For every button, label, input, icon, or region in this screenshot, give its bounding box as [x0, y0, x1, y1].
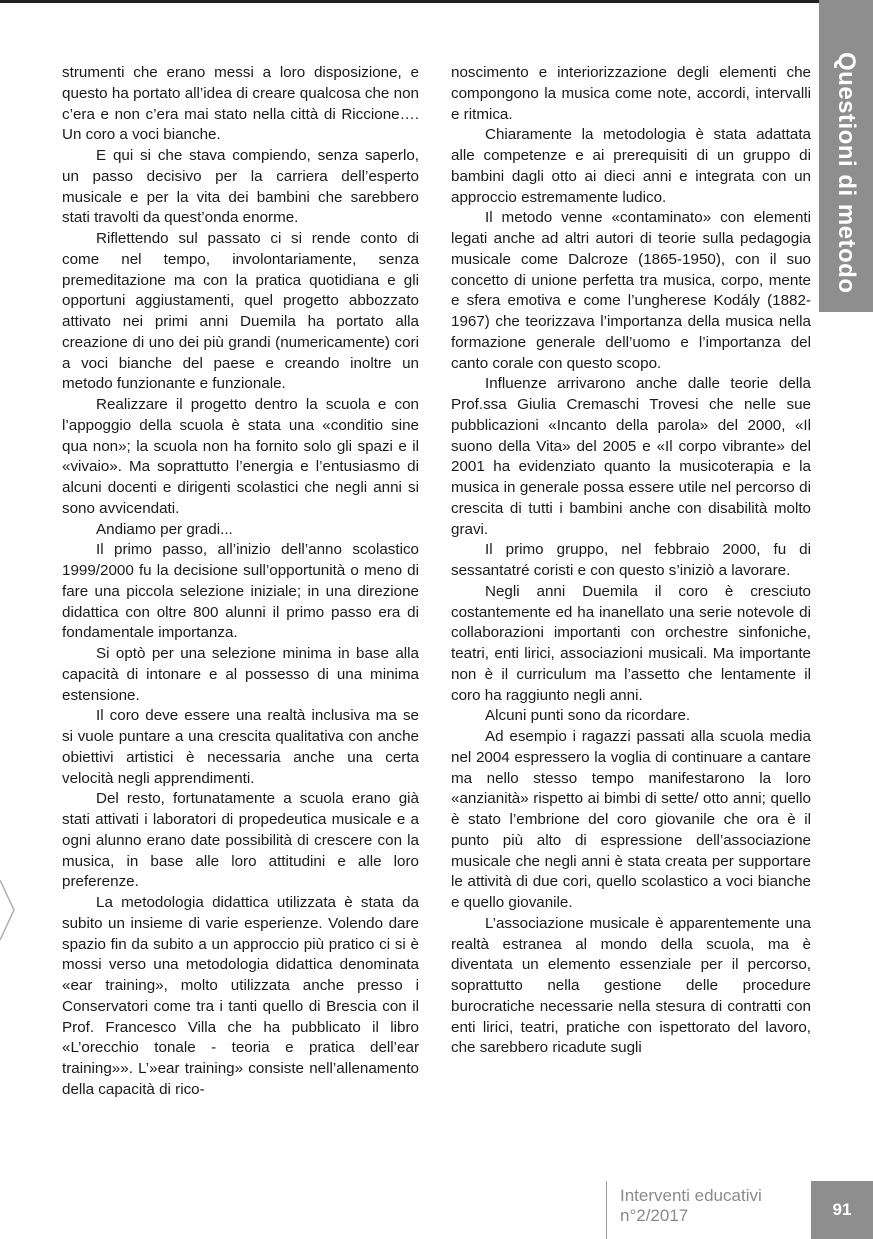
paragraph: Negli anni Duemila il coro è cresciuto costantemente ed ha inanellato una serie notevole di collaborazioni importanti con orchestre sinfoniche, teatri, enti lirici, associazioni musicali. Ma importante non è il curriculum ma l’assetto che lentamente il coro ha raggiunto negli anni.	[451, 582, 811, 704]
paragraph: Andiamo per gradi...	[96, 520, 233, 538]
paragraph: Il metodo venne «contaminato» con elementi legati anche ad altri autori di teorie sulla pedagogia musicale come Dalcroze (1865-1950), con il suo concetto di unione perfetta tra musica, corpo, mente e sfera emotiva e come l’ungherese Kodály (1882-1967) che teorizzava l’importanza della musica nella formazione generale dell’uomo e l’importanza del canto corale con questo scopo.	[451, 209, 811, 372]
paragraph: Chiaramente la metodologia è stata adattata alle competenze e ai prerequisiti di un gruppo di bambini dagli otto ai dieci anni e integrata con un approccio estremamente ludico.	[451, 126, 811, 206]
publication-name: Interventi educativi	[620, 1186, 762, 1205]
paragraph: Del resto, fortunatamente a scuola erano già stati attivati i laboratori di propedeutica musicale e a ogni alunno erano date possibilità di crescere con la musica, in base alle loro attitudini e alle loro preferenze.	[62, 790, 419, 891]
paragraph: Ad esempio i ragazzi passati alla scuola media nel 2004 espressero la voglia di continuare a cantare ma nello stesso tempo manifestarono la loro «anzianità» rispetto ai bimbi di sette/ otto anni; quello è stato l’embrione del coro giovanile che ora è il punto più alto di espressione dell’associazione musicale che negli anni è stata creata per supportare le attività di due cori, quello scolastico a voci bianche e quello giovanile.	[451, 728, 811, 911]
right-column	[451, 63, 811, 1059]
paragraph: Si optò per una selezione minima in base alla capacità di intonare e al possesso di una minima estensione.	[62, 645, 419, 704]
page-turn-chevron-icon[interactable]	[0, 820, 16, 1000]
paragraph: Alcuni punti sono da ricordare.	[485, 707, 691, 725]
paragraph: La metodologia didattica utilizzata è stata da subito un insieme di varie esperienze. Volendo dare spazio fin da subito a un approccio più pratico ci si è mossi verso una metodologia didattica denominata «ear training», molto utilizzata anche presso i Conservatori come tra i tanti quello di Brescia con il Prof. Francesco Villa che ha pubblicato il libro «L’orecchio tonale - teoria e pratica dell’ear training»». L’»ear training» consiste nell’allenamento della capacità di rico-	[62, 894, 419, 1098]
paragraph: Il primo passo, all’inizio dell’anno scolastico 1999/2000 fu la decisione sull’opportunità o meno di fare una piccola selezione iniziale; in una direzione didattica con oltre 800 alunni il primo passo era di fondamentale importanza.	[62, 541, 419, 642]
left-column	[62, 63, 419, 1101]
paragraph: noscimento e interiorizzazione degli elementi che compongono la musica come note, accordi, intervalli e ritmica.	[451, 64, 811, 123]
section-title: Questioni di metodo	[833, 52, 860, 294]
paragraph: strumenti che erano messi a loro disposizione, e questo ha portato all’idea di creare qualcosa che non c’era e non c’era mai stato nella città di Riccione…. Un coro a voci bianche.	[62, 64, 419, 144]
paragraph: Riflettendo sul passato ci si rende conto di come nel tempo, involontariamente, senza premeditazione ma con la pratica quotidiana e gli opportuni aggiustamenti, quel progetto abbozzato attivato nei primi anni Duemila ha portato alla creazione di uno dei più grandi (numericamente) cori a voci bianche del paese e creando inoltre un metodo funzionante e funzionale.	[62, 230, 419, 393]
paragraph: L’associazione musicale è apparentemente una realtà estranea al mondo della scuola, ma è diventata un elemento essenziale per il percorso, soprattutto nella gestione delle procedure burocratiche necessarie nella stesura di contratti con enti lirici, teatri, pratiche con ispettorato del lavoro, che sarebbero ricadute sugli	[451, 914, 811, 1057]
footer-publication	[620, 1186, 762, 1226]
footer-divider	[606, 1181, 607, 1239]
paragraph: E qui si che stava compiendo, senza saperlo, un passo decisivo per la carriera dell’esperto musicale e per la vita dei bambini che sarebbero stati travolti da quest’onda enorme.	[62, 147, 419, 227]
page-number: 91	[811, 1181, 873, 1239]
paragraph: Il coro deve essere una realtà inclusiva ma se si vuole puntare a una crescita qualitativa con anche obiettivi artistici è necessaria anche una certa velocità negli apprendimenti.	[62, 707, 419, 787]
paragraph: Il primo gruppo, nel febbraio 2000, fu di sessantatré coristi e con questo s’iniziò a lavorare.	[451, 541, 811, 579]
paragraph: Influenze arrivarono anche dalle teorie della Prof.ssa Giulia Cremaschi Trovesi che nelle sue pubblicazioni «Incanto della parola» del 2000, «Il suono della Vita» del 2005 e «Il corpo vibrante» del 2001 ha evidenziato quanto la musicoterapia e la musica in generale possa essere utile nel percorso di crescita di tutti i bambini anche con disabilità molto gravi.	[451, 375, 811, 538]
top-rule	[0, 0, 873, 3]
issue-number: n°2/2017	[620, 1206, 689, 1225]
paragraph: Realizzare il progetto dentro la scuola e con l’appoggio della scuola è stata una «conditio sine qua non»; la scuola non ha fornito solo gli spazi e il «vivaio». Ma soprattutto l’energia e l’entusiasmo di alcuni docenti e dirigenti scolastici che negli anni si sono avvicendati.	[62, 396, 419, 517]
